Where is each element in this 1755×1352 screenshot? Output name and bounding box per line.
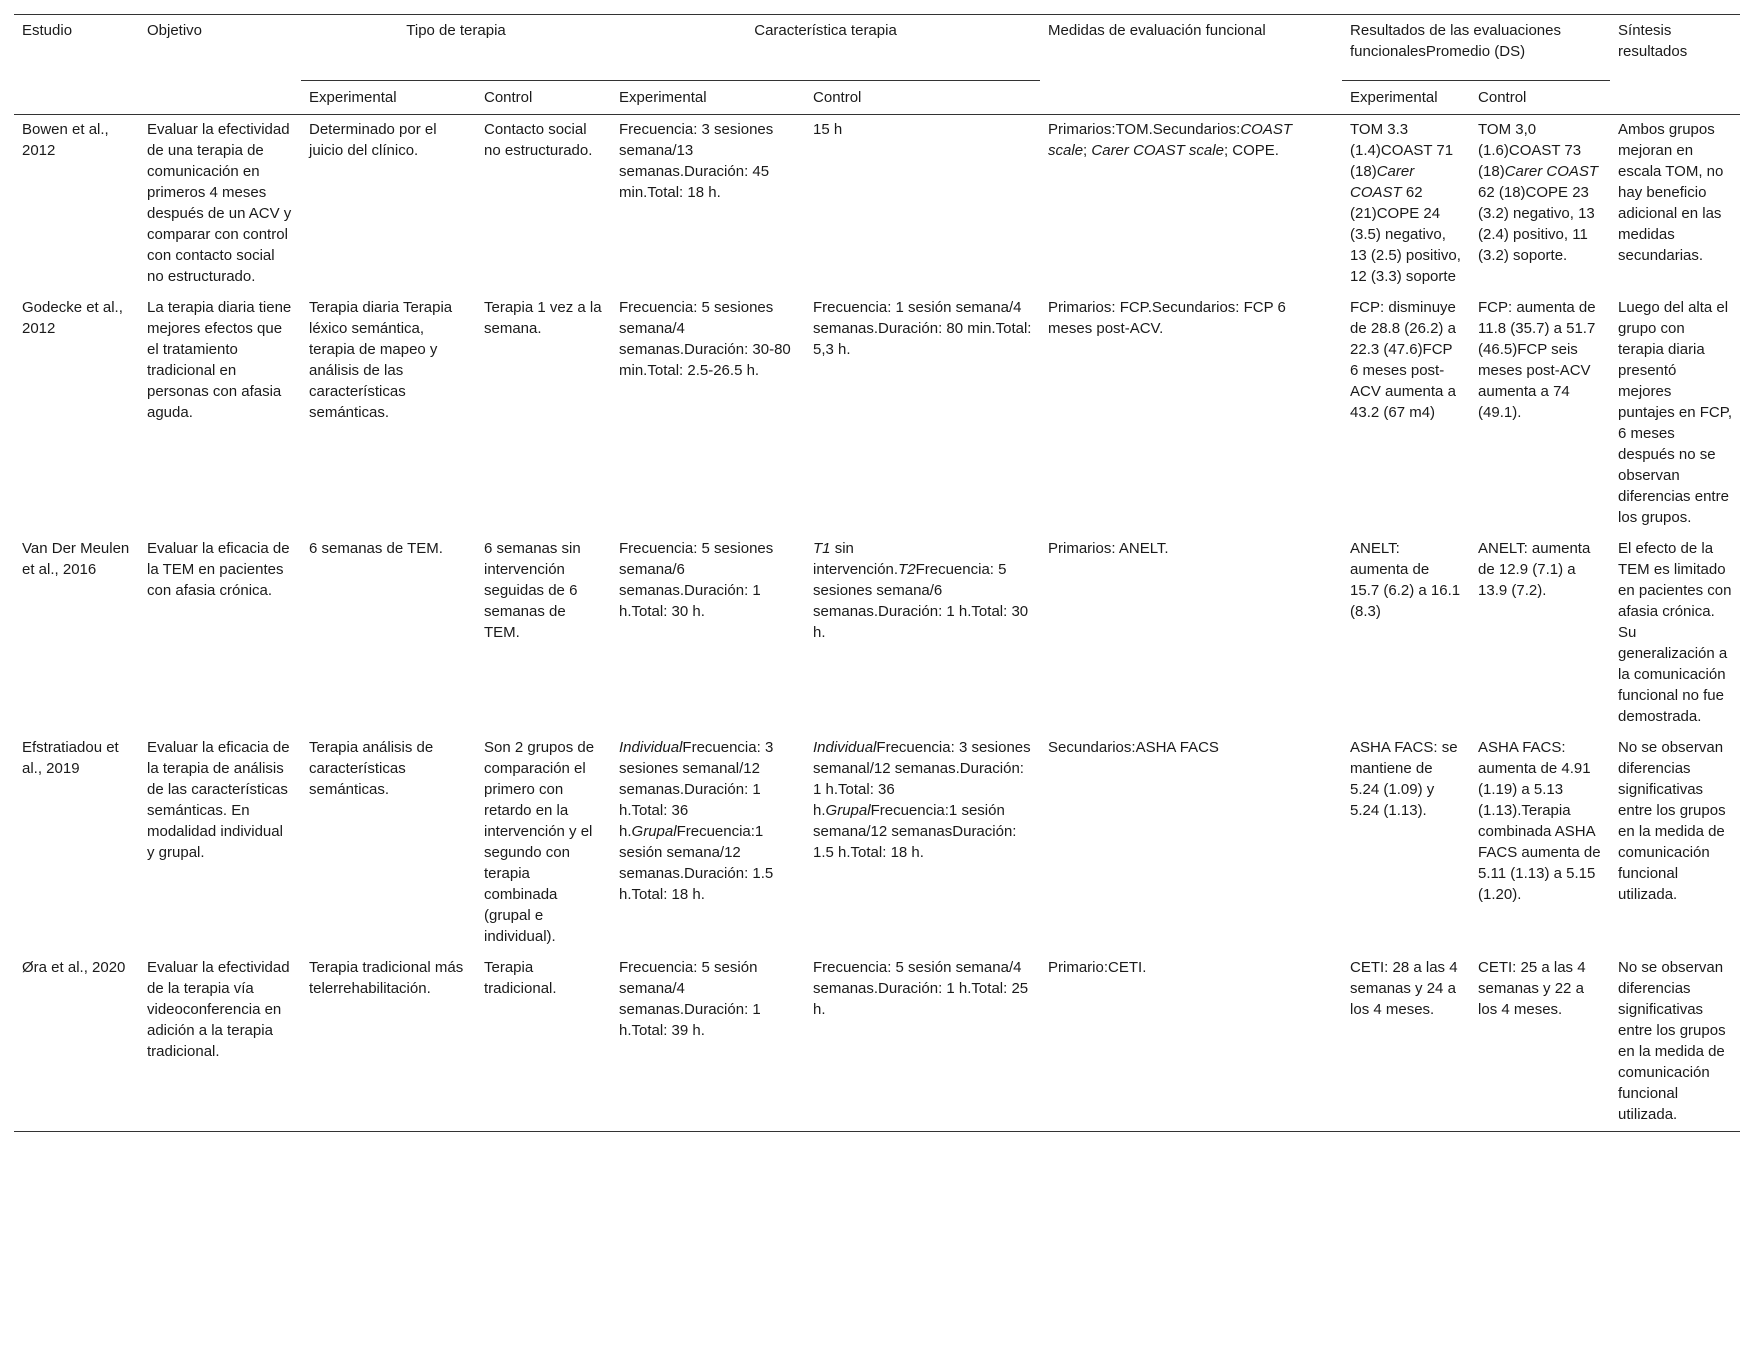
cell-sintesis: Luego del alta el grupo con terapia diaria presentó mejores puntajes en FCP, 6 meses después no se observan diferencias entre los grupos. — [1618, 299, 1732, 526]
cell-tipo-experimental: Determinado por el juicio del clínico. — [309, 121, 437, 159]
cell-medidas: Primarios: FCP.Secundarios: FCP 6 meses post-ACV. — [1048, 299, 1286, 337]
cell-car-control: Frecuencia: 5 sesión semana/4 semanas.Duración: 1 h.Total: 25 h. — [813, 959, 1029, 1018]
header-car-control: Control — [813, 89, 862, 106]
cell-car-experimental: Frecuencia: 5 sesión semana/4 semanas.Duración: 1 h.Total: 39 h. — [619, 959, 761, 1039]
cell-tipo-experimental: 6 semanas de TEM. — [309, 540, 443, 557]
header-car-experimental: Experimental — [619, 89, 707, 106]
header-objetivo: Objetivo — [147, 22, 203, 39]
cell-medidas: Secundarios:ASHA FACS — [1048, 739, 1219, 756]
table-row — [14, 293, 1740, 534]
header-tipo-control: Control — [484, 89, 533, 106]
cell-objetivo: Evaluar la eficacia de la terapia de análisis de las características semánticas. En modalidad individual y grupal. — [147, 739, 290, 861]
cell-tipo-control: Contacto social no estructurado. — [484, 121, 593, 159]
cell-sintesis: No se observan diferencias significativas entre los grupos en la medida de comunicación funcional utilizada. — [1618, 959, 1726, 1123]
table-body — [14, 115, 1740, 1132]
cell-tipo-experimental: Terapia diaria Terapia léxico semántica, terapia de mapeo y análisis de las características semánticas. — [309, 299, 453, 421]
cell-estudio: Godecke et al., 2012 — [22, 299, 123, 337]
cell-tipo-experimental: Terapia tradicional más telerrehabilitación. — [309, 959, 464, 997]
header-resultados: Resultados de las evaluaciones funcionalesPromedio (DS) — [1342, 15, 1610, 81]
cell-estudio: Øra et al., 2020 — [22, 959, 126, 976]
header-medidas: Medidas de evaluación funcional — [1048, 22, 1266, 39]
cell-res-experimental: FCP: disminuye de 28.8 (26.2) a 22.3 (47.6)FCP 6 meses post-ACV aumenta a 43.2 (67 m4) — [1350, 299, 1456, 421]
table-header — [14, 15, 1740, 115]
cell-objetivo: La terapia diaria tiene mejores efectos que el tratamiento tradicional en personas con afasia aguda. — [147, 299, 292, 421]
cell-tipo-control: 6 semanas sin intervención seguidas de 6 semanas de TEM. — [484, 540, 581, 641]
header-res-experimental: Experimental — [1350, 89, 1438, 106]
table-row — [14, 733, 1740, 953]
cell-car-experimental: IndividualFrecuencia: 3 sesiones semanal/12 semanas.Duración: 1 h.Total: 36 h.GrupalFrecuencia:1 sesión semana/12 semanas.Duración: 1.5 h.Total: 18 h. — [619, 739, 774, 903]
cell-res-control: CETI: 25 a las 4 semanas y 22 a los 4 meses. — [1478, 959, 1586, 1018]
cell-res-experimental: ANELT: aumenta de 15.7 (6.2) a 16.1 (8.3) — [1350, 540, 1461, 620]
cell-tipo-control: Terapia tradicional. — [484, 959, 557, 997]
cell-objetivo: Evaluar la efectividad de una terapia de comunicación en primeros 4 meses después de un ACV y comparar con control con contacto social no estructurado. — [147, 121, 292, 285]
cell-tipo-control: Son 2 grupos de comparación el primero con retardo en la intervención y el segundo con terapia combinada (grupal e individual). — [484, 739, 595, 945]
cell-tipo-experimental: Terapia análisis de características semánticas. — [309, 739, 434, 798]
cell-res-control: FCP: aumenta de 11.8 (35.7) a 51.7 (46.5)FCP seis meses post-ACV aumenta a 74 (49.1). — [1478, 299, 1596, 421]
cell-car-control: T1 sin intervención.T2Frecuencia: 5 sesiones semana/6 semanas.Duración: 1 h.Total: 30 h. — [813, 540, 1029, 641]
header-caracteristica-terapia: Característica terapia — [611, 15, 1040, 81]
study-table — [14, 14, 1740, 1132]
table-row — [14, 534, 1740, 733]
header-tipo-terapia: Tipo de terapia — [301, 15, 611, 81]
header-tipo-experimental: Experimental — [309, 89, 397, 106]
cell-car-experimental: Frecuencia: 5 sesiones semana/4 semanas.Duración: 30-80 min.Total: 2.5-26.5 h. — [619, 299, 791, 379]
cell-sintesis: El efecto de la TEM es limitado en pacientes con afasia crónica. Su generalización a la comunicación funcional no fue demostrada. — [1618, 540, 1732, 725]
cell-objetivo: Evaluar la efectividad de la terapia vía videoconferencia en adición a la terapia tradicional. — [147, 959, 290, 1060]
cell-medidas: Primario:CETI. — [1048, 959, 1147, 976]
cell-car-control: IndividualFrecuencia: 3 sesiones semanal/12 semanas.Duración: 1 h.Total: 36 h.GrupalFrecuencia:1 sesión semana/12 semanasDuración: 1.5 h.Total: 18 h. — [813, 739, 1031, 861]
cell-car-control: Frecuencia: 1 sesión semana/4 semanas.Duración: 80 min.Total: 5,3 h. — [813, 299, 1032, 358]
cell-res-experimental: CETI: 28 a las 4 semanas y 24 a los 4 meses. — [1350, 959, 1458, 1018]
cell-res-control: ASHA FACS: aumenta de 4.91 (1.19) a 5.13 (1.13).Terapia combinada ASHA FACS aumenta de 5.11 (1.13) a 5.15 (1.20). — [1478, 739, 1601, 903]
cell-objetivo: Evaluar la eficacia de la TEM en pacientes con afasia crónica. — [147, 540, 290, 599]
table-row — [14, 953, 1740, 1132]
header-estudio: Estudio — [22, 22, 73, 39]
header-res-control: Control — [1478, 89, 1527, 106]
cell-res-experimental: ASHA FACS: se mantiene de 5.24 (1.09) y 5.24 (1.13). — [1350, 739, 1458, 819]
header-sintesis: Síntesis resultados — [1618, 22, 1688, 60]
cell-car-experimental: Frecuencia: 5 sesiones semana/6 semanas.Duración: 1 h.Total: 30 h. — [619, 540, 774, 620]
cell-res-control: ANELT: aumenta de 12.9 (7.1) a 13.9 (7.2). — [1478, 540, 1591, 599]
cell-car-experimental: Frecuencia: 3 sesiones semana/13 semanas.Duración: 45 min.Total: 18 h. — [619, 121, 774, 201]
cell-medidas: Primarios:TOM.Secundarios:COAST scale; Carer COAST scale; COPE. — [1048, 121, 1292, 159]
cell-estudio: Van Der Meulen et al., 2016 — [22, 540, 130, 578]
cell-estudio: Efstratiadou et al., 2019 — [22, 739, 119, 777]
cell-sintesis: No se observan diferencias significativas entre los grupos en la medida de comunicación funcional utilizada. — [1618, 739, 1726, 903]
cell-estudio: Bowen et al., 2012 — [22, 121, 109, 159]
cell-tipo-control: Terapia 1 vez a la semana. — [484, 299, 602, 337]
cell-sintesis: Ambos grupos mejoran en escala TOM, no hay beneficio adicional en las medidas secundarias. — [1618, 121, 1724, 264]
cell-res-control: TOM 3,0 (1.6)COAST 73 (18)Carer COAST 62 (18)COPE 23 (3.2) negativo, 13 (2.4) positivo, 11 (3.2) soporte. — [1478, 121, 1599, 264]
table-row — [14, 115, 1740, 294]
cell-medidas: Primarios: ANELT. — [1048, 540, 1169, 557]
cell-res-experimental: TOM 3.3 (1.4)COAST 71 (18)Carer COAST 62 (21)COPE 24 (3.5) negativo, 13 (2.5) positivo, 12 (3.3) soporte — [1350, 121, 1461, 285]
cell-car-control: 15 h — [813, 121, 843, 138]
